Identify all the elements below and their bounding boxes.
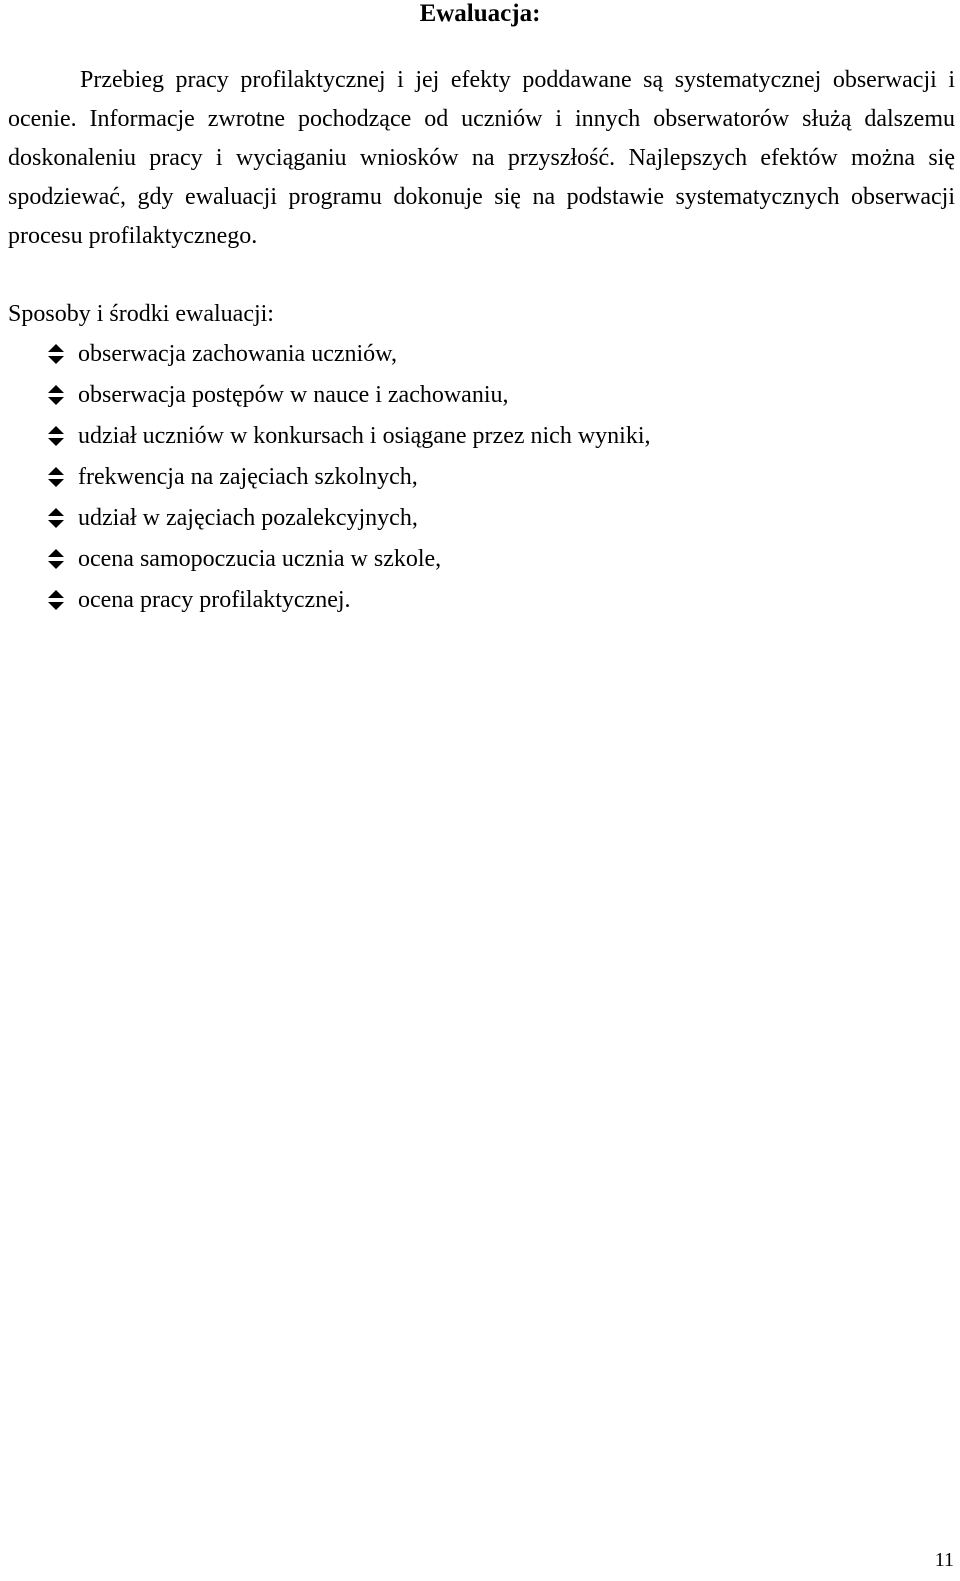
list-item-text: udział uczniów w konkursach i osiągane przez nich wyniki, — [78, 423, 651, 449]
section-heading: Ewaluacja: — [419, 0, 541, 27]
list-item-text: ocena samopoczucia ucznia w szkole, — [78, 546, 442, 572]
list-item — [0, 580, 650, 621]
up-down-arrow-icon — [47, 506, 65, 530]
evaluation-paragraph: Przebieg pracy profilaktycznej i jej efekty poddawane są systematycznej obserwacji i ocenie. Informacje zwrotne pochodzące od uczniów i innych obserwatorów służą dalszemu doskonaleniu pracy i wyciąganiu wniosków na przyszłość. Najlepszych efektów można się spodziewać, gdy ewaluacji programu dokonuje się na podstawie systematycznych obserwacji procesu profilaktycznego. — [8, 67, 955, 249]
list-item — [0, 416, 650, 457]
up-down-arrow-icon — [47, 342, 65, 366]
list-item-text: frekwencja na zajęciach szkolnych, — [78, 464, 418, 490]
list-item-text: udział w zajęciach pozalekcyjnych, — [78, 505, 418, 531]
list-item — [0, 498, 650, 539]
list-item-text: obserwacja zachowania uczniów, — [78, 341, 397, 367]
up-down-arrow-icon — [47, 588, 65, 612]
up-down-arrow-icon — [47, 383, 65, 407]
list-item — [0, 375, 650, 416]
list-item — [0, 539, 650, 580]
list-item — [0, 457, 650, 498]
list-item-text: obserwacja postępów w nauce i zachowaniu, — [78, 382, 509, 408]
methods-label: Sposoby i środki ewaluacji: — [8, 301, 274, 327]
methods-list — [0, 334, 650, 621]
up-down-arrow-icon — [47, 547, 65, 571]
list-item — [0, 334, 650, 375]
up-down-arrow-icon — [47, 465, 65, 489]
list-item-text: ocena pracy profilaktycznej. — [78, 587, 351, 613]
page-number: 11 — [934, 1549, 954, 1571]
up-down-arrow-icon — [47, 424, 65, 448]
